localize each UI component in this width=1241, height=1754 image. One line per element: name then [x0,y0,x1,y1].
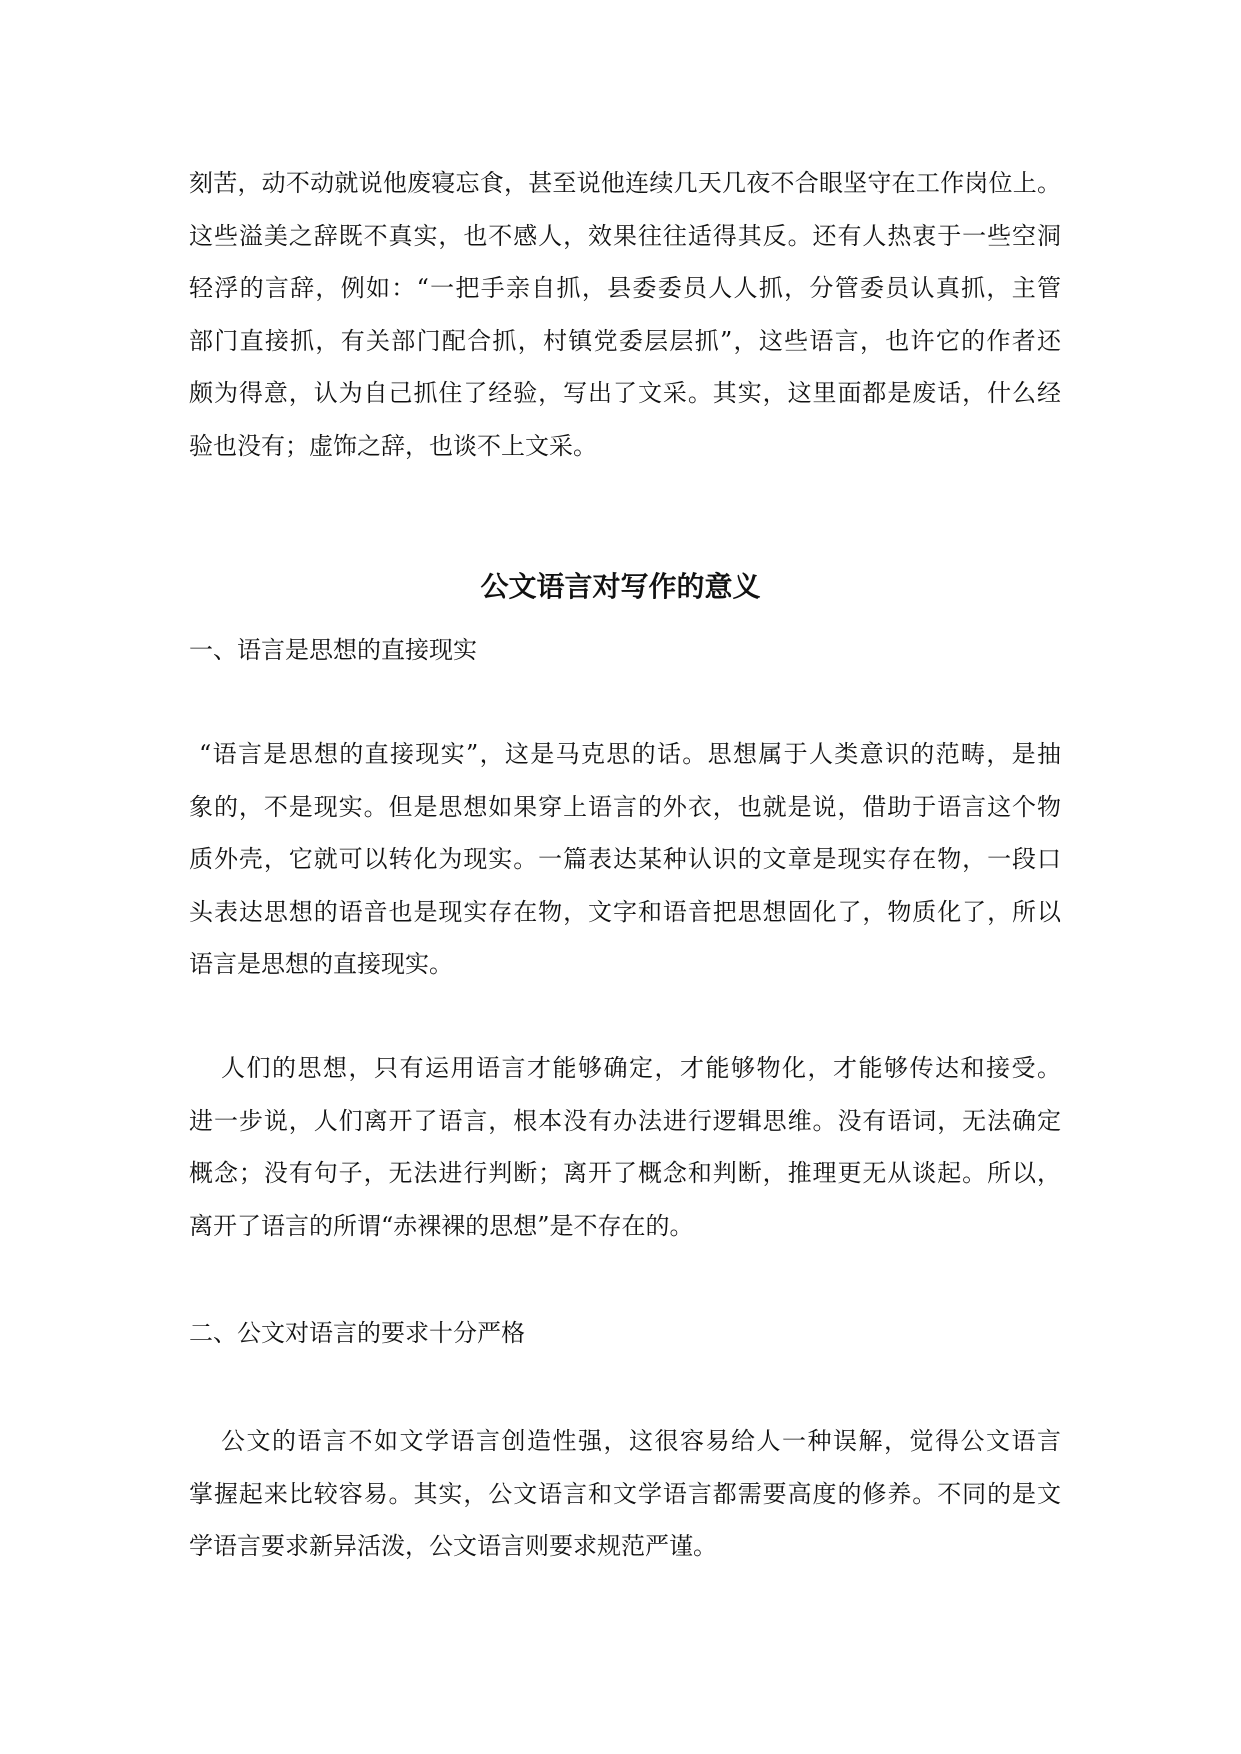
text-line: 离开了语言的所谓“赤裸裸的思想”是不存在的。 [189,1211,694,1240]
text-line: 概念；没有句子，无法进行判断；离开了概念和判断，推理更无从谈起。所以， [189,1159,1061,1187]
text-line: 公文的语言不如文学语言创造性强，这很容易给人一种误解，觉得公文语言 [221,1427,1061,1455]
section-heading-text: 一、语言是思想的直接现实 [189,636,477,664]
text-line: 进一步说，人们离开了语言，根本没有办法进行逻辑思维。没有语词，无法确定 [189,1106,1061,1135]
paragraph [189,1042,1061,1252]
document-title: 公文语言对写作的意义 [480,570,761,603]
text-line: 学语言要求新异活泼，公文语言则要求规范严谨。 [189,1532,717,1560]
text-line: 语言是思想的直接现实。 [189,950,453,978]
section-heading-text: 二、公文对语言的要求十分严格 [189,1319,525,1347]
text-line: 验也没有；虚饰之辞，也谈不上文采。 [189,431,597,460]
text-line: “语言是思想的直接现实”，这是马克思的话。思想属于人类意识的范畴，是抽 [199,740,1061,768]
text-line: 掌握起来比较容易。其实，公文语言和文学语言都需要高度的修养。不同的是文 [189,1479,1061,1508]
paragraph [189,1415,1061,1573]
text-line: 象的，不是现实。但是思想如果穿上语言的外衣，也就是说，借助于语言这个物 [189,792,1061,821]
text-line: 人们的思想，只有运用语言才能够确定，才能够物化，才能够传达和接受。 [221,1054,1061,1082]
text-line: 这些溢美之辞既不真实，也不感人，效果往往适得其反。还有人热衷于一些空洞 [189,221,1061,250]
text-line: 轻浮的言辞，例如：“一把手亲自抓，县委委员人人抓，分管委员认真抓，主管 [189,274,1061,302]
intro-paragraph [189,157,1061,472]
paragraph [189,728,1061,991]
text-line: 头表达思想的语音也是现实存在物，文字和语音把思想固化了，物质化了，所以 [189,897,1061,926]
text-line: 颇为得意，认为自己抓住了经验，写出了文采。其实，这里面都是废话，什么经 [189,379,1061,407]
text-line: 刻苦，动不动就说他废寝忘食，甚至说他连续几天几夜不合眼坚守在工作岗位上。 [189,169,1061,197]
section-heading [189,624,1061,677]
text-line: 质外壳，它就可以转化为现实。一篇表达某种认识的文章是现实存在物，一段口 [189,845,1061,873]
text-line: 部门直接抓，有关部门配合抓，村镇党委层层抓”，这些语言，也许它的作者还 [189,326,1061,355]
section-heading [189,1307,1061,1360]
